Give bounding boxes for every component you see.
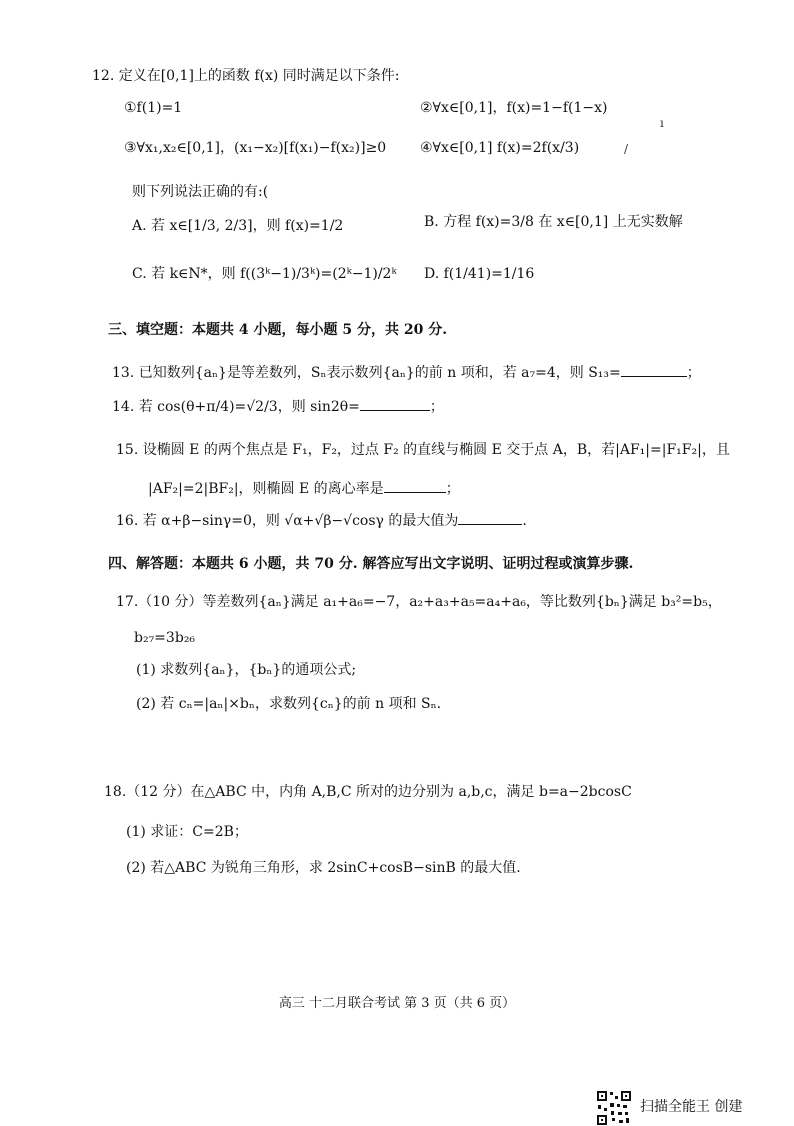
q12-condition-1: ①f(1)=1 [124, 100, 183, 116]
q13-end: ； [686, 365, 701, 381]
question-18-part2: (2) 若△ABC 为锐角三角形，求 2sinC+cosB−sinB 的最大值. [126, 860, 521, 876]
question-15-line1: 15. 设椭圆 E 的两个焦点是 F₁，F₂，过点 F₂ 的直线与椭圆 E 交于点 A，B，若|AF₁|=|F₁F₂|，且 [116, 442, 730, 458]
q14-answer-blank[interactable] [360, 396, 430, 411]
q15-answer-blank[interactable] [384, 478, 446, 493]
section-4-heading: 四、解答题：本题共 6 小题，共 70 分. 解答应写出文字说明、证明过程或演算步骤. [108, 556, 634, 572]
q12-option-b: B. 方程 f(x)=3/8 在 x∈[0,1] 上无实数解 [424, 214, 683, 230]
question-18-part1: (1) 求证：C=2B； [126, 824, 248, 840]
q12-option-c: C. 若 k∈N*，则 f((3ᵏ−1)/3ᵏ)=(2ᵏ−1)/2ᵏ [132, 266, 397, 282]
pen-mark: / [624, 142, 629, 156]
question-13 [112, 362, 701, 383]
q13-text: 13. 已知数列{aₙ}是等差数列，Sₙ表示数列{aₙ}的前 n 项和，若 a₇=4，则 S₁₃= [112, 365, 621, 381]
qr-code-icon [596, 1090, 632, 1126]
q12-prompt: 则下列说法正确的有:( [132, 184, 269, 200]
q12-option-a: A. 若 x∈[1/3, 2/3]，则 f(x)=1/2 [132, 218, 344, 234]
page-footer: 高三 十二月联合考试 第 3 页（共 6 页） [278, 996, 516, 1011]
question-15-line2 [148, 478, 460, 499]
q16-text: 16. 若 α+β−sinγ=0，则 √α+√β−√cosγ 的最大值为 [116, 513, 459, 529]
q12-option-d: D. f(1/41)=1/16 [424, 266, 535, 282]
question-17-line2: b₂₇=3b₂₆ [134, 630, 196, 646]
pen-mark: ı [660, 116, 664, 130]
question-14 [112, 396, 444, 417]
question-17-line1: 17.（10 分）等差数列{aₙ}满足 a₁+a₆=−7，a₂+a₃+a₅=a₄+a₆，等比数列{bₙ}满足 b₃²=b₅， [116, 594, 722, 610]
question-17-part2: (2) 若 cₙ=|aₙ|×bₙ，求数列{cₙ}的前 n 项和 Sₙ. [136, 696, 442, 712]
scanner-watermark: 扫描全能王 创建 [640, 1099, 743, 1115]
question-18-stem: 18.（12 分）在△ABC 中，内角 A,B,C 所对的边分别为 a,b,c，满足 b=a−2bcosC [104, 784, 632, 800]
q12-condition-4: ④∀x∈[0,1] f(x)=2f(x/3) [420, 140, 580, 156]
question-17-part1: (1) 求数列{aₙ}，{bₙ}的通项公式; [136, 662, 357, 678]
q12-condition-2: ②∀x∈[0,1]，f(x)=1−f(1−x) [420, 100, 608, 116]
q16-end: . [522, 513, 527, 529]
section-3-heading: 三、填空题：本题共 4 小题，每小题 5 分，共 20 分. [108, 322, 448, 338]
q12-condition-3: ③∀x₁,x₂∈[0,1]，(x₁−x₂)[f(x₁)−f(x₂)]≥0 [124, 140, 387, 156]
q15-end: ； [445, 481, 460, 497]
q12-stem: 12. 定义在[0,1]上的函数 f(x) 同时满足以下条件: [92, 68, 400, 84]
question-16 [116, 510, 527, 531]
q16-answer-blank[interactable] [458, 510, 522, 525]
q14-end: ； [429, 399, 444, 415]
q14-text: 14. 若 cos(θ+π/4)=√2/3，则 sin2θ= [112, 399, 360, 415]
q13-answer-blank[interactable] [621, 362, 687, 377]
q15-text: |AF₂|=2|BF₂|，则椭圆 E 的离心率是 [148, 481, 384, 497]
